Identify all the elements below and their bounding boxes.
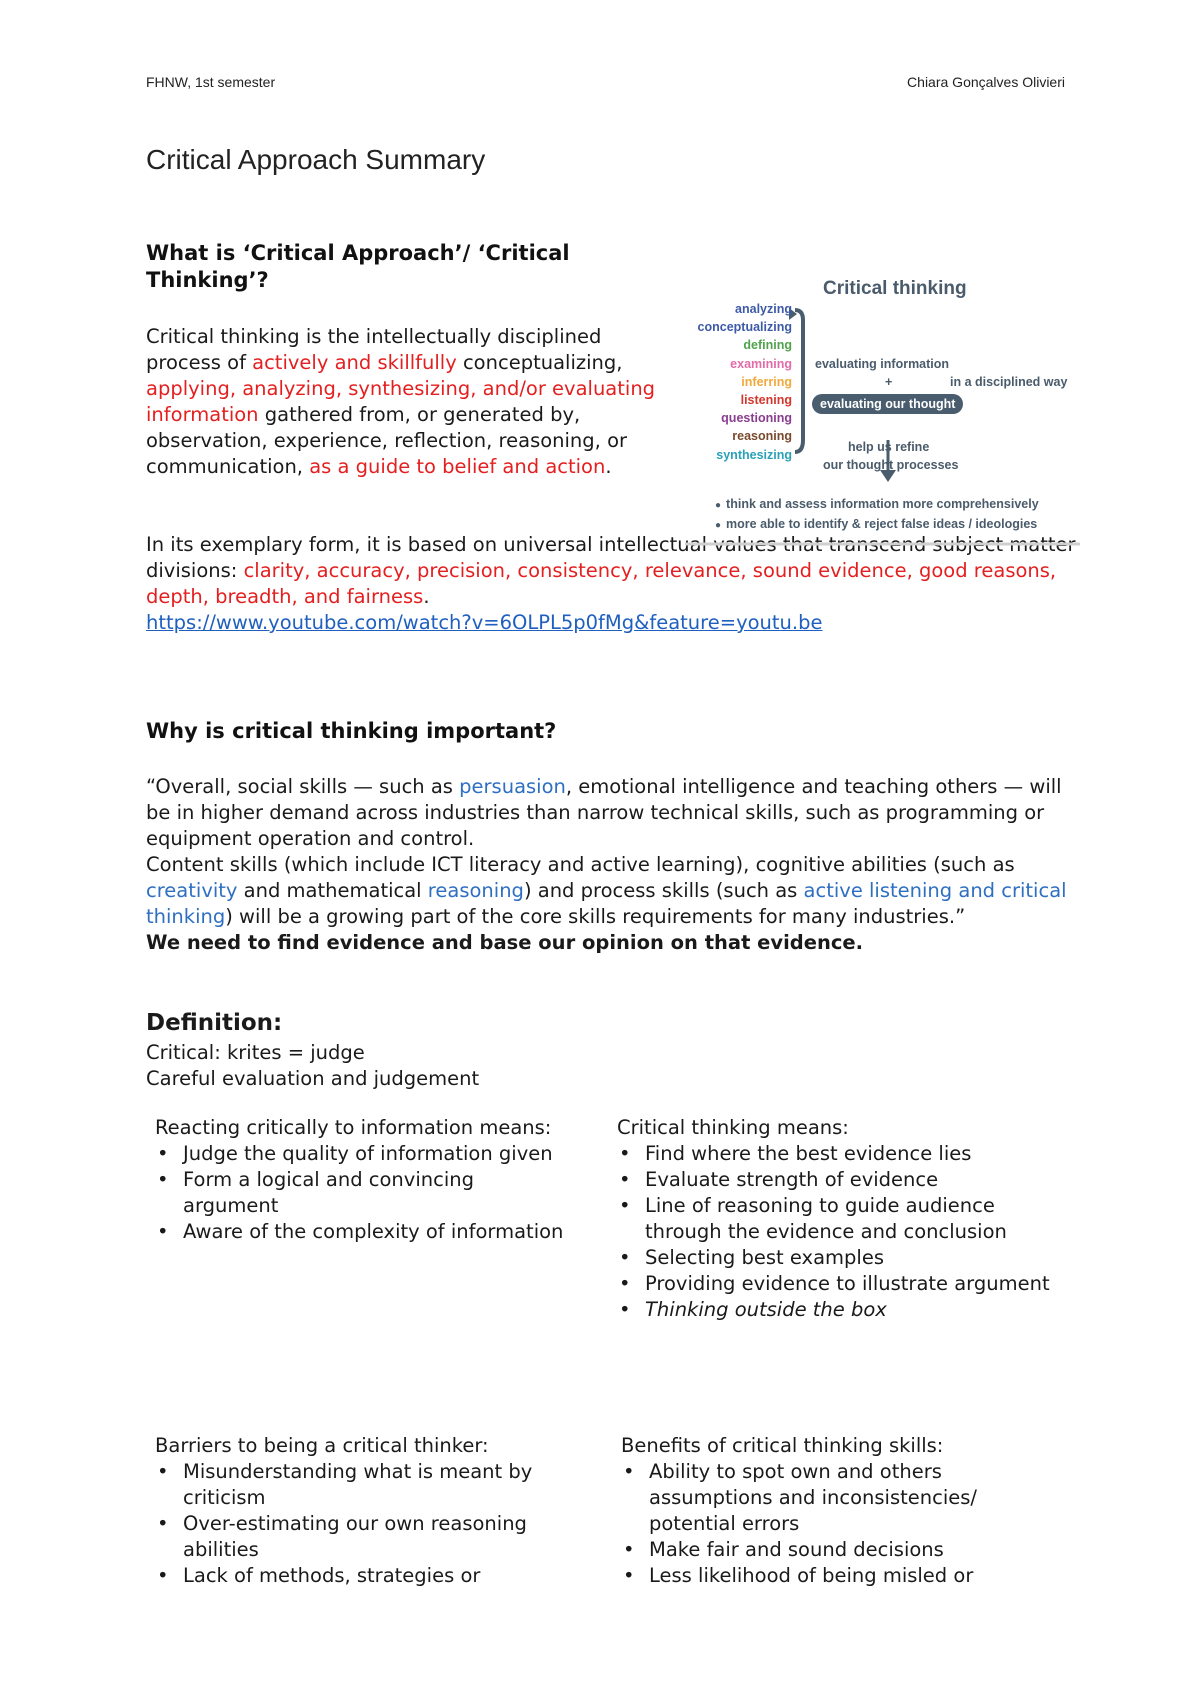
means-list	[617, 1141, 1057, 1323]
list-item: • Form a logical and convincing argument	[155, 1167, 575, 1219]
list-item: • Thinking outside the box	[617, 1297, 1057, 1323]
critical-thinking-diagram	[685, 272, 1080, 547]
header-left: FHNW, 1st semester	[146, 74, 276, 90]
diagram-verb: conceptualizing	[697, 320, 792, 335]
benefits-box	[621, 1433, 1061, 1589]
thought-processes-text: our thought processes	[823, 458, 959, 472]
reacting-list	[155, 1141, 575, 1245]
evidence-statement: We need to find evidence and base our opinion on that evidence.	[146, 931, 864, 954]
list-item: • Selecting best examples	[617, 1245, 1057, 1271]
list-item: • Find where the best evidence lies	[617, 1141, 1057, 1167]
list-item: • Ability to spot own and others assumptions and inconsistencies/ potential errors	[621, 1459, 1061, 1537]
page-title: Critical Approach Summary	[146, 144, 486, 175]
list-item: • Lack of methods, strategies or	[155, 1563, 595, 1589]
barriers-list	[155, 1459, 595, 1589]
list-item: • Aware of the complexity of information	[155, 1219, 575, 1245]
disciplined-way-text: in a disciplined way	[950, 375, 1068, 389]
list-item: • Less likelihood of being misled or	[621, 1563, 1061, 1589]
list-item: • Over-estimating our own reasoning abilities	[155, 1511, 595, 1563]
list-item: • Misunderstanding what is meant by criticism	[155, 1459, 595, 1511]
quote-paragraph: “Overall, social skills — such as persuasion, emotional intelligence and teaching others — will be in higher demand across industries than narrow technical skills, such as programming or equipment operation and control. Content skills (which include ICT literacy and active learning), cognitive abilities (such as creativity and mathematical reasoning) and process skills (such as active listening and critical thinking) will be a growing part of the core skills requirements for many industries.” We need to find evidence and base our opinion on that evidence.	[146, 775, 1067, 954]
diagram-verb: examining	[730, 356, 792, 371]
barriers-box	[155, 1433, 595, 1589]
diagram-verb: inferring	[741, 374, 792, 389]
diagram-verb: questioning	[721, 411, 792, 426]
plus-sign: +	[885, 375, 893, 389]
definition-lines: Critical: krites = judge Careful evaluation and judgement	[146, 1041, 480, 1090]
list-item: • Make fair and sound decisions	[621, 1537, 1061, 1563]
list-item: • Judge the quality of information given	[155, 1141, 575, 1167]
diagram-bullet-2: ● more able to identify & reject false ideas / ideologies	[715, 517, 1037, 531]
section-heading-why: Why is critical thinking important?	[146, 719, 557, 743]
barriers-label: Barriers to being a critical thinker:	[155, 1434, 489, 1457]
diagram-verb: defining	[743, 338, 792, 353]
diagram-verb: listening	[740, 393, 792, 407]
evaluating-thought-pill: evaluating our thought	[812, 394, 963, 414]
values-paragraph: In its exemplary form, it is based on universal intellectual values that transcend subject matter divisions: clarity, accuracy, precision, consistency, relevance, sound evidence, good reasons, depth, breadth, and fairness. https://www.youtube.com/watch?v=6OLPL5p0fMg&feature=youtu.be	[146, 533, 1076, 634]
help-refine-text: help us refine	[848, 440, 930, 454]
list-item: • Evaluate strength of evidence	[617, 1167, 1057, 1193]
list-item: • Providing evidence to illustrate argument	[617, 1271, 1057, 1297]
critical-thinking-means-box	[617, 1115, 1057, 1323]
benefits-label: Benefits of critical thinking skills:	[621, 1434, 944, 1457]
definition-heading: Definition:	[146, 1010, 283, 1036]
diagram-verb: synthesizing	[716, 447, 792, 462]
brace-shape	[795, 310, 803, 452]
youtube-link[interactable]: https://www.youtube.com/watch?v=6OLPL5p0fMg&feature=youtu.be	[146, 611, 823, 634]
diagram-verb: reasoning	[732, 429, 792, 444]
diagram-verb: analyzing	[735, 302, 792, 316]
list-item: • Line of reasoning to guide audience through the evidence and conclusion	[617, 1193, 1057, 1245]
definition-paragraph: Critical thinking is the intellectually disciplined process of actively and skillfully conceptualizing, applying, analyzing, synthesizing, and/or evaluating information gathered from, or generated by, observation, experience, reflection, reasoning, or communication, as a guide to belief and action.	[146, 325, 656, 478]
means-label: Critical thinking means:	[617, 1116, 849, 1139]
header-right: Chiara Gonçalves Olivieri	[907, 74, 1065, 90]
reacting-critically-box	[155, 1115, 575, 1245]
reacting-label: Reacting critically to information means:	[155, 1116, 552, 1139]
diagram-bullet-1: ● think and assess information more comprehensively	[715, 497, 1039, 511]
diagram-title: Critical thinking	[823, 278, 967, 299]
benefits-list	[621, 1459, 1061, 1589]
evaluating-info-text: evaluating information	[815, 357, 950, 371]
section-heading-what: What is ‘Critical Approach’/ ‘Critical Thinking’?	[146, 241, 570, 292]
